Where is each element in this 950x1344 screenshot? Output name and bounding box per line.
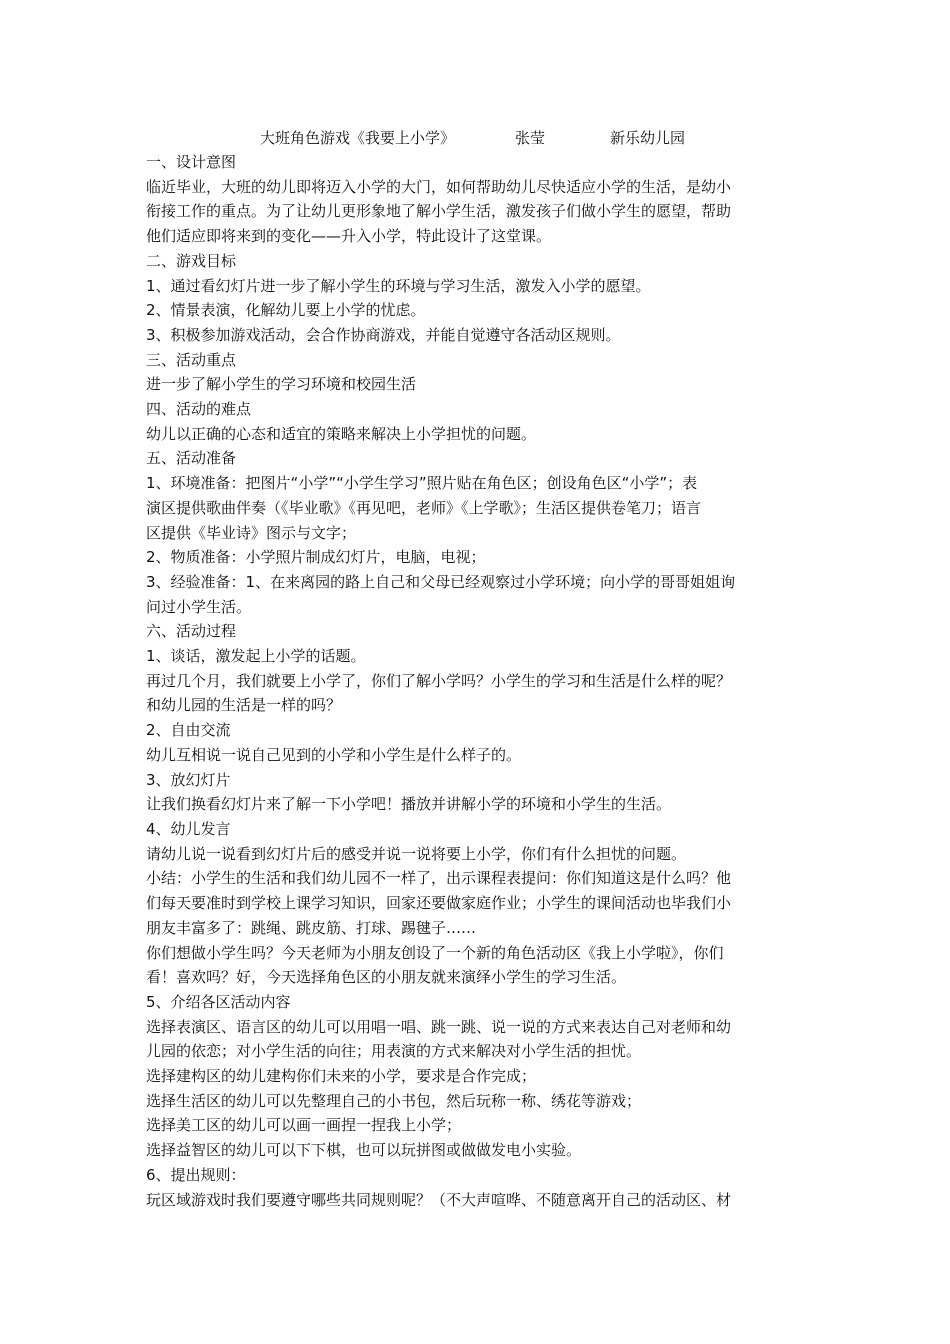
text-line: 1、谈话，激发起上小学的话题。 xyxy=(146,647,366,666)
text-line: 和幼儿园的生活是一样的吗？ xyxy=(146,696,342,715)
text-line: 区提供《毕业诗》图示与文字； xyxy=(146,523,357,542)
text-line: 演区提供歌曲伴奏（《毕业歌》《再见吧，老师》《上学歌》；生活区提供卷笔刀；语言 xyxy=(146,498,702,517)
text-line: 再过几个月，我们就要上小学了，你们了解小学吗？小学生的学习和生活是什么样的呢？ xyxy=(146,671,732,690)
text-line: 请幼儿说一说看到幻灯片后的感受并说一说将要上小学，你们有什么担忧的问题。 xyxy=(146,844,687,863)
text-line: 3、放幻灯片 xyxy=(146,770,231,789)
text-line: 看！喜欢吗？好，今天选择角色区的小朋友就来演绎小学生的学习生活。 xyxy=(146,968,627,987)
text-line: 进一步了解小学生的学习环境和校园生活 xyxy=(146,375,417,394)
text-line: 临近毕业，大班的幼儿即将迈入小学的大门，如何帮助幼儿尽快适应小学的生活，是幼小 xyxy=(146,177,732,196)
text-line: 2、物质准备：小学照片制成幻灯片，电脑，电视； xyxy=(146,548,486,567)
author-name: 张莹 xyxy=(515,129,546,147)
text-line: 你们想做小学生吗？今天老师为小朋友创设了一个新的角色活动区《我上小学啦》，你们 xyxy=(146,943,724,962)
school-name: 新乐幼儿园 xyxy=(610,129,686,147)
text-line: 们每天要准时到学校上课学习知识，回家还要做家庭作业；小学生的课间活动也毕我们小 xyxy=(146,894,732,913)
text-line: 衔接工作的重点。为了让幼儿更形象地了解小学生活，激发孩子们做小学生的愿望，帮助 xyxy=(146,202,732,221)
text-line: 问过小学生活。 xyxy=(146,597,252,616)
text-line: 二、游戏目标 xyxy=(146,251,237,270)
text-line: 朋友丰富多了：跳绳、跳皮筋、打球、踢毽子…… xyxy=(146,918,477,937)
text-line: 选择美工区的幼儿可以画一画捏一捏我上小学； xyxy=(146,1116,462,1135)
text-line: 六、活动过程 xyxy=(146,622,237,641)
text-line: 1、通过看幻灯片进一步了解小学生的环境与学习生活，激发入小学的愿望。 xyxy=(146,276,651,295)
text-line: 四、活动的难点 xyxy=(146,400,252,419)
text-line: 选择益智区的幼儿可以下下棋，也可以玩拼图或做做发电小实验。 xyxy=(146,1141,582,1160)
text-line: 让我们换看幻灯片来了解一下小学吧！播放并讲解小学的环境和小学生的生活。 xyxy=(146,795,672,814)
text-line: 幼儿以正确的心态和适宜的策略来解决上小学担忧的问题。 xyxy=(146,424,537,443)
text-line: 1、环境准备：把图片“小学”“小学生学习”照片贴在角色区；创设角色区“小学”；表 xyxy=(146,474,698,493)
text-line: 6、提出规则： xyxy=(146,1165,246,1184)
text-line: 一、设计意图 xyxy=(146,153,237,171)
text-line: 小结：小学生的生活和我们幼儿园不一样了，出示课程表提问：你们知道这是什么吗？他 xyxy=(146,869,732,888)
text-line: 2、自由交流 xyxy=(146,721,231,740)
text-line: 三、活动重点 xyxy=(146,350,237,369)
document-body xyxy=(146,150,810,1212)
text-line: 幼儿互相说一说自己见到的小学和小学生是什么样子的。 xyxy=(146,745,522,764)
document-title: 大班角色游戏《我要上小学》 xyxy=(260,129,456,147)
text-line: 3、积极参加游戏活动，会合作协商游戏，并能自觉遵守各活动区规则。 xyxy=(146,325,621,344)
text-line: 他们适应即将来到的变化——升入小学，特此设计了这堂课。 xyxy=(146,227,552,246)
text-line: 5、介绍各区活动内容 xyxy=(146,992,291,1011)
text-line: 3、经验准备：1、在来离园的路上自己和父母已经观察过小学环境；向小学的哥哥姐姐询 xyxy=(146,572,736,591)
text-line: 儿园的依恋；对小学生活的向往；用表演的方式来解决对小学生活的担忧。 xyxy=(146,1042,642,1061)
text-line: 4、幼儿发言 xyxy=(146,819,231,838)
text-line: 2、情景表演，化解幼儿要上小学的忧虑。 xyxy=(146,301,426,320)
text-line: 玩区域游戏时我们要遵守哪些共同规则呢？（不大声喧哗、不随意离开自己的活动区、材 xyxy=(146,1190,732,1209)
text-line: 五、活动准备 xyxy=(146,449,237,468)
text-line: 选择表演区、语言区的幼儿可以用唱一唱、跳一跳、说一说的方式来表达自己对老师和幼 xyxy=(146,1017,732,1036)
text-line: 选择建构区的幼儿建构你们未来的小学，要求是合作完成； xyxy=(146,1067,537,1086)
text-line: 选择生活区的幼儿可以先整理自己的小书包，然后玩称一称、绣花等游戏； xyxy=(146,1091,642,1110)
